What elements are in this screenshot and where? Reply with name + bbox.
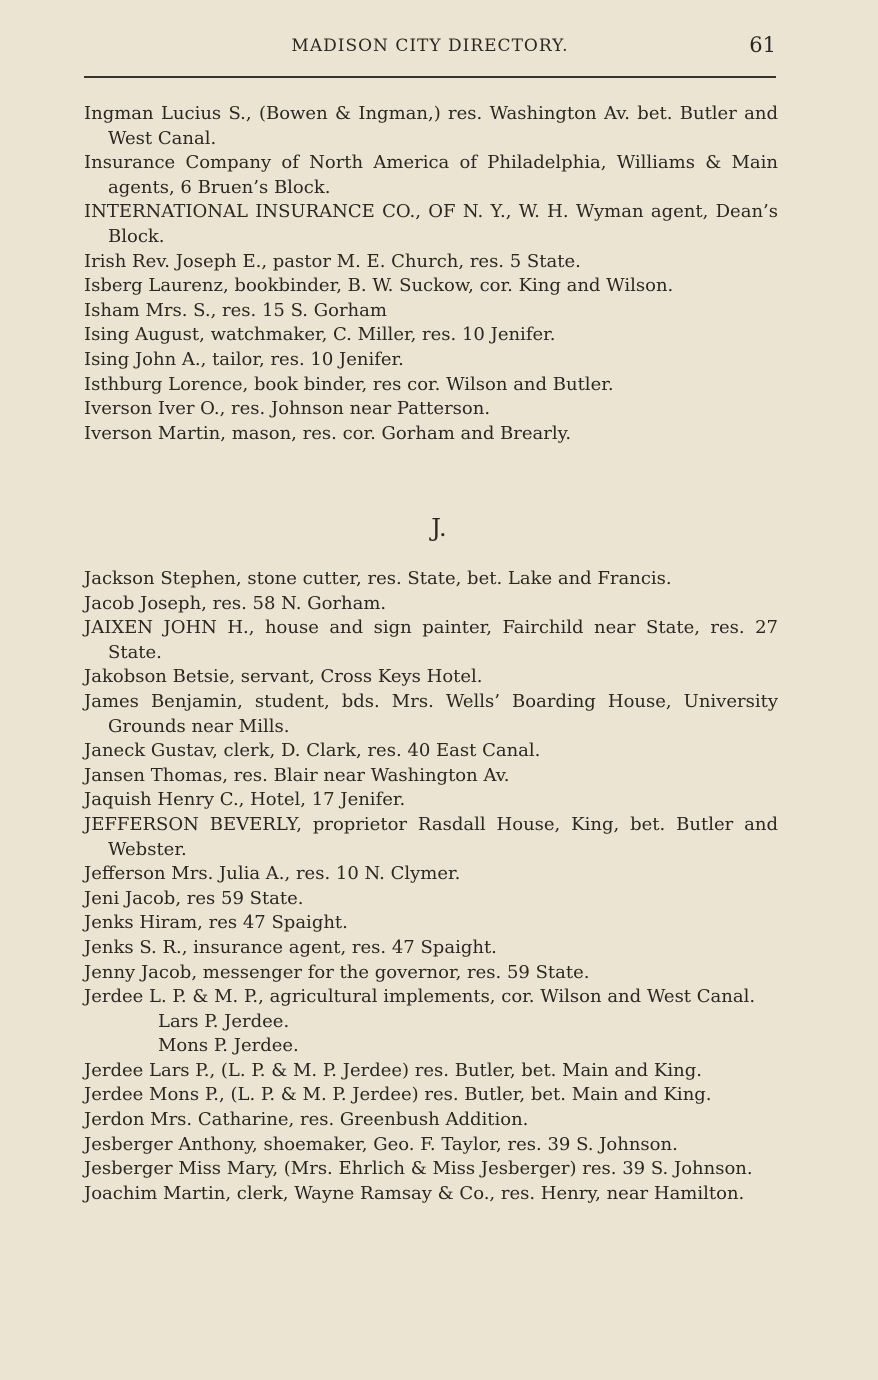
directory-entry: Jefferson Mrs. Julia A., res. 10 N. Clymer.	[84, 863, 461, 885]
entries-j-list	[84, 567, 778, 1206]
directory-entry: Isham Mrs. S., res. 15 S. Gorham	[84, 299, 387, 321]
directory-entry: Janeck Gustav, clerk, D. Clark, res. 40 East Canal.	[84, 740, 541, 762]
directory-entry: Jesberger Miss Mary, (Mrs. Ehrlich & Miss Jesberger) res. 39 S. Johnson.	[84, 1158, 753, 1180]
directory-entry: Jerdee Lars P., (L. P. & M. P. Jerdee) res. Butler, bet. Main and King.	[84, 1059, 702, 1081]
directory-entry: JEFFERSON BEVERLY, proprietor Rasdall House, King, bet. Butler and Webster.	[84, 813, 778, 860]
directory-entry: Jansen Thomas, res. Blair near Washington Av.	[84, 764, 510, 786]
directory-entry: Jerdon Mrs. Catharine, res. Greenbush Addition.	[84, 1109, 529, 1131]
directory-entry: Jerdee L. P. & M. P., agricultural implements, cor. Wilson and West Canal.	[84, 986, 756, 1008]
directory-entry: Isberg Laurenz, bookbinder, B. W. Suckow, cor. King and Wilson.	[84, 275, 674, 297]
directory-sub-entry: Lars P. Jerdee.	[158, 1010, 290, 1032]
directory-entry: Jenks Hiram, res 47 Spaight.	[84, 912, 348, 934]
entries-i-list	[84, 102, 778, 446]
page-number: 61	[749, 33, 776, 57]
directory-entry: Jeni Jacob, res 59 State.	[84, 887, 304, 909]
directory-entry: Ising John A., tailor, res. 10 Jenifer.	[84, 348, 404, 370]
header-rule	[84, 76, 776, 78]
directory-entry: Jaquish Henry C., Hotel, 17 Jenifer.	[84, 789, 406, 811]
directory-entry: Jacob Joseph, res. 58 N. Gorham.	[84, 592, 387, 614]
directory-entry: Jenks S. R., insurance agent, res. 47 Spaight.	[84, 936, 497, 958]
directory-entry: JAIXEN JOHN H., house and sign painter, Fairchild near State, res. 27 State.	[84, 617, 778, 663]
directory-entry: Jakobson Betsie, servant, Cross Keys Hotel.	[84, 666, 483, 688]
directory-entry: Irish Rev. Joseph E., pastor M. E. Church, res. 5 State.	[84, 250, 581, 272]
directory-entry: Iverson Iver O., res. Johnson near Patterson.	[84, 398, 491, 420]
directory-entry: Jesberger Anthony, shoemaker, Geo. F. Taylor, res. 39 S. Johnson.	[84, 1133, 678, 1155]
directory-entry: Iverson Martin, mason, res. cor. Gorham and Brearly.	[84, 422, 572, 444]
directory-entry: Jenny Jacob, messenger for the governor, res. 59 State.	[84, 961, 590, 983]
directory-entry: Ingman Lucius S., (Bowen & Ingman,) res. Washington Av. bet. Butler and West Canal.	[84, 103, 778, 149]
directory-sub-entry: Mons P. Jerdee.	[158, 1035, 299, 1057]
directory-entry: INTERNATIONAL INSURANCE CO., OF N. Y., W. H. Wyman agent, Dean’s Block.	[84, 201, 778, 247]
directory-entry: Joachim Martin, clerk, Wayne Ramsay & Co., res. Henry, near Hamilton.	[84, 1182, 745, 1204]
directory-entry: Isthburg Lorence, book binder, res cor. Wilson and Butler.	[84, 373, 614, 395]
section-heading-j: J.	[431, 514, 447, 542]
directory-entry: Ising August, watchmaker, C. Miller, res. 10 Jenifer.	[84, 324, 556, 346]
directory-entry: James Benjamin, student, bds. Mrs. Wells’ Boarding House, University Grounds near Mills.	[84, 690, 778, 737]
directory-entry: Insurance Company of North America of Philadelphia, Williams & Main agents, 6 Bruen’s Block.	[84, 152, 778, 198]
directory-entry: Jackson Stephen, stone cutter, res. State, bet. Lake and Francis.	[84, 568, 672, 589]
directory-entry: Jerdee Mons P., (L. P. & M. P. Jerdee) res. Butler, bet. Main and King.	[84, 1084, 712, 1106]
page-header	[84, 33, 776, 62]
running-title: MADISON CITY DIRECTORY.	[291, 36, 569, 56]
